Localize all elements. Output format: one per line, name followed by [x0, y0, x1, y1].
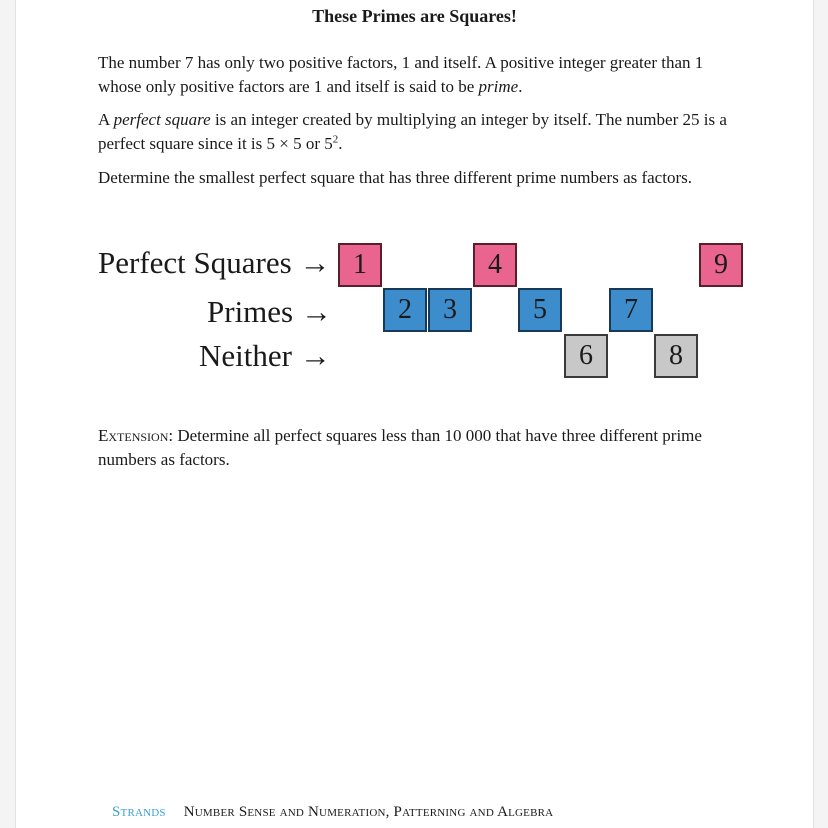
paragraph-question: Determine the smallest perfect square that has three different prime numbers as factors.	[98, 168, 692, 187]
number-cell-8: 8	[654, 334, 698, 378]
row-label-neither: Neither →	[199, 338, 331, 373]
extension-label: Extension:	[98, 426, 174, 445]
document-page	[15, 0, 814, 828]
exponent: 2	[332, 133, 339, 146]
number-cell-5: 5	[518, 288, 562, 332]
footer-label: Strands	[112, 804, 166, 820]
number-cell-4: 4	[473, 243, 517, 287]
number-cell-2: 2	[383, 288, 427, 332]
paragraph-text: .	[518, 77, 523, 96]
paragraph-extension	[98, 424, 728, 472]
page-title: These Primes are Squares!	[312, 6, 517, 26]
footer-strands	[112, 804, 553, 821]
paragraph-prime-definition	[98, 51, 728, 99]
extension-text: Determine all perfect squares less than 10 000 that have three different prime numbers as factors.	[98, 426, 702, 469]
number-cell-7: 7	[609, 288, 653, 332]
number-cell-9: 9	[699, 243, 743, 287]
paragraph-text: A	[98, 110, 114, 129]
paragraph-text: is an integer created by multiplying an integer by itself. The number 25 is a perfect square since it is 5 × 5 or 5	[98, 110, 727, 153]
paragraph-text: The number 7 has only two positive factors, 1 and itself. A positive integer greater than 1 whose only positive factors are 1 and itself is said to be	[98, 53, 704, 96]
row-label-primes: Primes →	[207, 294, 332, 329]
number-cell-6: 6	[564, 334, 608, 378]
perfect-square-term: perfect square	[113, 110, 211, 129]
footer-text: Number Sense and Numeration, Patterning and Algebra	[183, 804, 554, 820]
row-label-perfect-squares: Perfect Squares →	[98, 245, 331, 280]
paragraph-square-definition	[98, 108, 728, 156]
paragraph-text: .	[338, 134, 343, 153]
number-cell-3: 3	[428, 288, 472, 332]
prime-term: prime	[478, 77, 519, 96]
number-cell-1: 1	[338, 243, 382, 287]
